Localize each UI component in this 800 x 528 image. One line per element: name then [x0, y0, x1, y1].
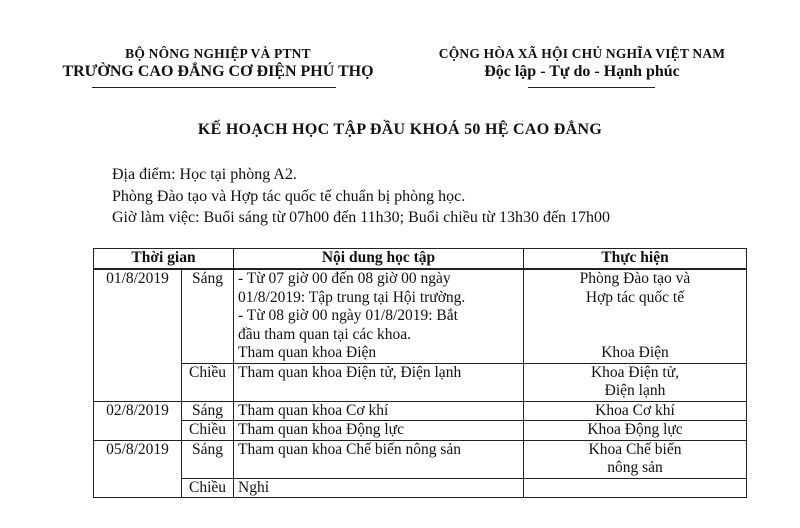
- content-line: - Từ 07 giờ 00 đến 08 giờ 00 ngày: [238, 270, 451, 287]
- session-cell: Chiều: [182, 421, 234, 441]
- responsible-line: Khoa Cơ khí: [595, 401, 675, 419]
- responsible-line: Khoa Chế biến: [588, 440, 682, 458]
- session-cell: Chiều: [182, 478, 234, 498]
- header-time: Thời gian: [94, 249, 234, 270]
- responsible-cell: [524, 269, 747, 363]
- header-responsible: Thực hiện: [524, 249, 747, 270]
- date-cell: 02/8/2019: [94, 401, 182, 440]
- preparation-line: Phòng Đào tạo và Hợp tác quốc tế chuẩn bị phòng học.: [112, 188, 466, 205]
- table-row: [94, 269, 747, 363]
- responsible-cell: [524, 401, 747, 421]
- responsible-cell: [524, 363, 747, 401]
- table-row: [94, 401, 747, 421]
- session-cell: Chiều: [182, 363, 234, 401]
- responsible-line: [528, 307, 742, 326]
- content-line: đầu tham quan tại các khoa.: [238, 325, 412, 343]
- table-header-row: [94, 249, 747, 270]
- date-cell: 01/8/2019: [94, 269, 182, 401]
- table-row: [94, 440, 747, 478]
- schedule-table: [93, 248, 747, 498]
- national-motto: Độc lập - Tự do - Hạnh phúc: [484, 63, 680, 80]
- content-line: Tham quan khoa Điện tử, Điện lạnh: [238, 363, 462, 381]
- content-cell: [234, 440, 524, 478]
- responsible-line: Khoa Điện: [601, 344, 669, 361]
- content-line: 01/8/2019: Tập trung tại Hội trường.: [238, 288, 466, 306]
- content-line: Nghỉ: [238, 478, 269, 496]
- responsible-line: Hợp tác quốc tế: [585, 288, 685, 306]
- ministry-name: BỘ NÔNG NGHIỆP VÀ PTNT: [125, 46, 311, 61]
- responsible-cell: [524, 421, 747, 441]
- school-underline: [92, 87, 336, 88]
- responsible-line: Phòng Đào tạo và: [579, 270, 691, 287]
- table-row: [94, 363, 747, 401]
- header-content: Nội dung học tập: [234, 249, 524, 270]
- content-line: Tham quan khoa Động lực: [238, 421, 404, 438]
- motto-underline: [528, 87, 655, 88]
- content-cell: [234, 421, 524, 441]
- content-line: Tham quan khoa Điện: [238, 344, 377, 361]
- republic-name: CỘNG HÒA XÃ HỘI CHỦ NGHĨA VIỆT NAM: [438, 46, 726, 61]
- school-name: TRƯỜNG CAO ĐẲNG CƠ ĐIỆN PHÚ THỌ: [62, 63, 374, 80]
- date-cell: 05/8/2019: [94, 440, 182, 498]
- session-cell: Sáng: [182, 440, 234, 478]
- responsible-line: [528, 326, 742, 345]
- table-row: [94, 421, 747, 441]
- responsible-line: [528, 479, 742, 498]
- schedule-body: [94, 269, 747, 498]
- responsible-line: Điện lạnh: [604, 382, 666, 399]
- session-cell: Sáng: [182, 401, 234, 421]
- responsible-line: Khoa Động lực: [587, 421, 683, 438]
- responsible-line: nông sản: [607, 459, 663, 476]
- table-row: [94, 478, 747, 498]
- hours-line: Giờ làm việc: Buổi sáng từ 07h00 đến 11h30; Buổi chiều từ 13h30 đến 17h00: [112, 209, 611, 226]
- content-line: - Từ 08 giờ 00 ngày 01/8/2019: Bắt: [238, 307, 458, 324]
- content-line: Tham quan khoa Chế biến nông sản: [238, 440, 461, 458]
- content-cell: [234, 363, 524, 401]
- document-title: KẾ HOẠCH HỌC TẬP ĐẦU KHOÁ 50 HỆ CAO ĐẲNG: [197, 121, 603, 138]
- session-cell: Sáng: [182, 269, 234, 363]
- national-header: [402, 46, 762, 81]
- content-cell: [234, 269, 524, 363]
- location-line: Địa điểm: Học tại phòng A2.: [112, 166, 297, 183]
- organization-header: [42, 46, 394, 81]
- content-cell: [234, 478, 524, 498]
- responsible-line: Khoa Điện tử,: [590, 363, 680, 381]
- responsible-cell: [524, 478, 747, 498]
- content-line: Tham quan khoa Cơ khí: [238, 401, 389, 419]
- responsible-cell: [524, 440, 747, 478]
- content-cell: [234, 401, 524, 421]
